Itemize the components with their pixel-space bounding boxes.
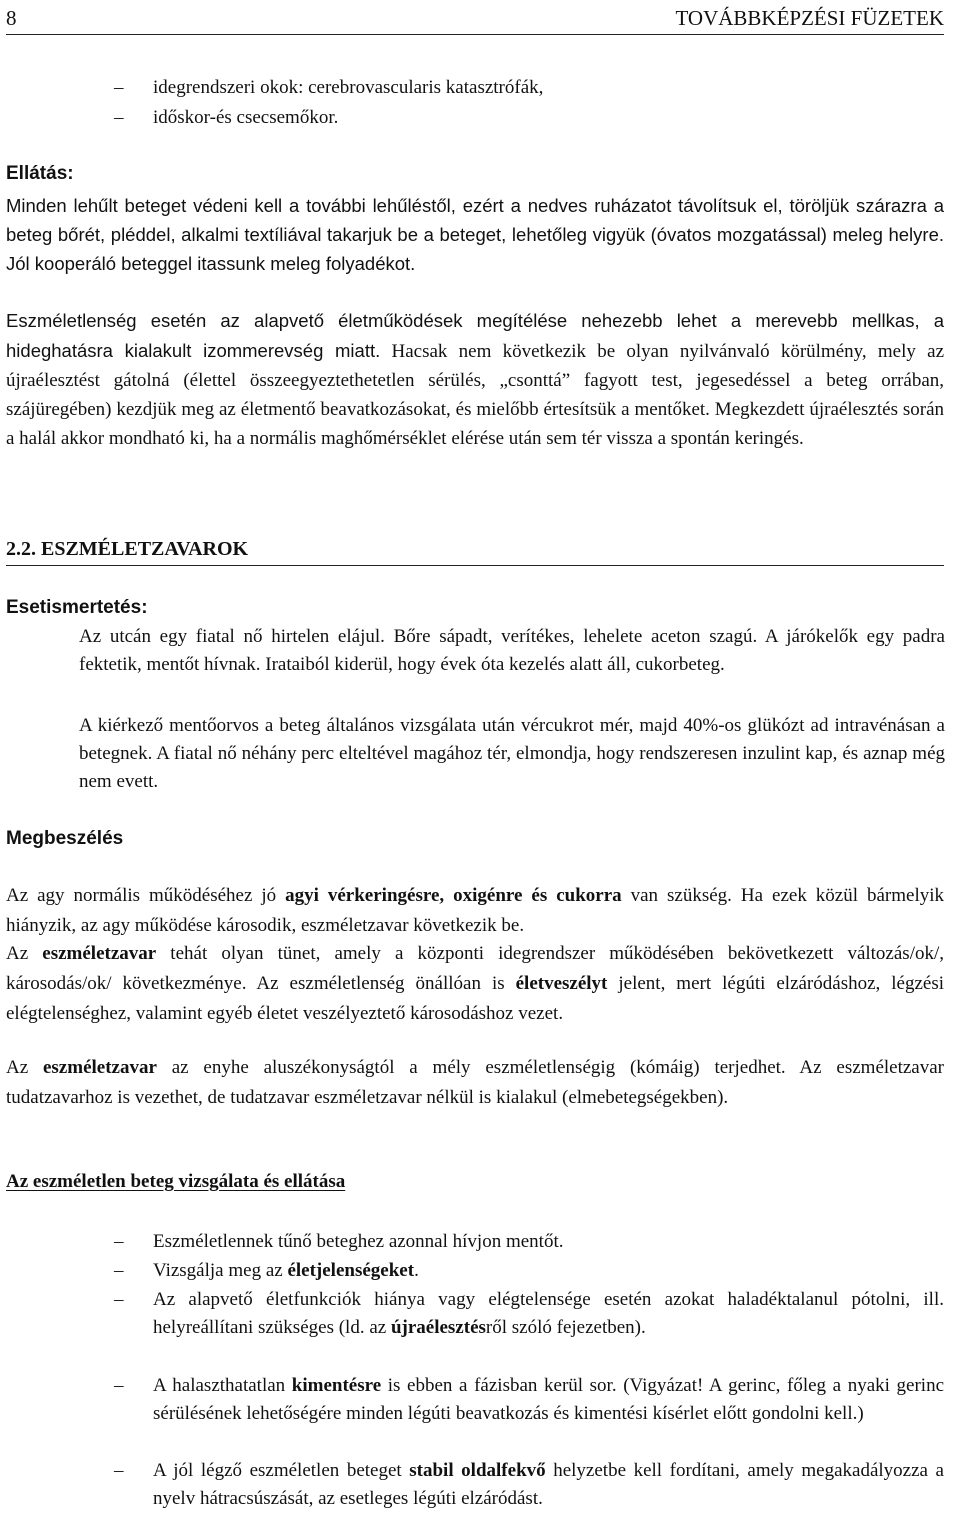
text-run: jelent, mert légúti elzáródáshoz, légzési elégtelenséghez, valamint egyéb életet veszélyeztető károsodáshoz vezet. — [6, 973, 944, 1024]
text-run: Az — [6, 1057, 43, 1078]
list-dash: – — [114, 107, 124, 128]
text-run: Vizsgálja meg az — [153, 1260, 288, 1281]
bold-term: stabil oldalfekvő — [409, 1460, 546, 1481]
running-title: TOVÁBBKÉPZÉSI FÜZETEK — [675, 6, 944, 30]
text-run — [444, 885, 453, 906]
case-heading: Esetismertetés: — [6, 597, 148, 618]
page-header — [6, 4, 944, 35]
bold-term: eszméletzavar — [42, 943, 157, 964]
list-item-text: időskor-és csecsemőkor. — [153, 107, 339, 128]
discussion-paragraph-2 — [6, 939, 944, 1029]
list-item — [6, 1372, 944, 1428]
bold-term: oxigénre — [453, 885, 523, 906]
list-dash: – — [114, 1460, 124, 1481]
text-run: Az agy normális működéséhez jó — [6, 885, 286, 906]
ellatas-heading: Ellátás: — [6, 163, 74, 184]
list-item — [6, 1228, 944, 1256]
bold-term: újraélesztés — [390, 1317, 486, 1338]
eszmeletlenseg-sans-part: Eszméletlenség esetén az alapvető életműködések megítélése nehezebb lehet a merevebb mellkas, a hideghatásra kialakult izommerevség miatt. — [6, 310, 944, 361]
list-item — [6, 1457, 944, 1513]
text-run: A halaszthatatlan — [153, 1375, 292, 1396]
list-dash: – — [114, 77, 124, 98]
text-run: az enyhe aluszékonyságtól a mély eszméletlenségig (kómáig) terjedhet. Az eszméletzavar tudatzavarhoz is vezethet, de tudatzavar eszméletzavar nélkül is kialakul (elmebetegségekben). — [6, 1057, 944, 1108]
bold-term: eszméletzavar — [42, 1057, 157, 1078]
list-dash: – — [114, 1289, 124, 1310]
list-item-text — [153, 1257, 944, 1285]
list-item-text — [153, 1457, 944, 1513]
discussion-heading: Megbeszélés — [6, 828, 124, 849]
text-run: van szükség. Ha ezek közül bármelyik hiányzik, az agy működése károsodik, eszméletzavar következik be. — [6, 885, 945, 936]
case-paragraph-1: Az utcán egy fiatal nő hirtelen elájul. Bőre sápadt, verítékes, lehelete aceton szagú. A járókelők egy padra fektetik, mentőt hívnak. Irataiból kiderül, hogy évek óta kezelés alatt áll, cukorbeteg. — [79, 626, 945, 675]
eszmeletlenseg-paragraph — [6, 306, 944, 453]
bold-term: cukorra — [556, 885, 622, 906]
list-item-text: idegrendszeri okok: cerebrovascularis katasztrófák, — [153, 77, 544, 98]
list-item-text — [153, 1372, 944, 1428]
text-run: . — [414, 1260, 419, 1281]
eszmeletlenseg-serif-part: Hacsak nem következik be olyan nyilvánvaló körülmény, mely az újraélesztést gátolná (élettel összeegyeztethetetlen sérülés, „csonttá” fagyott test, jegesedéssel a beteg orrában, szájüregében) kezdjük meg az életmentő beavatkozásokat, és mielőbb értesítsük a mentőket. Megkezdett újraélesztés során a halál akkor mondható ki, ha a normális maghőmérséklet elérése után sem tér vissza a spontán keringés. — [6, 341, 944, 449]
bold-term: agyi vérkeringésre, — [285, 885, 445, 906]
list-dash: – — [114, 1231, 124, 1252]
list-item — [6, 74, 944, 102]
discussion-paragraph-3 — [6, 1053, 944, 1113]
text-run: ről szóló fejezetben). — [485, 1317, 646, 1338]
discussion-paragraph-1 — [6, 881, 944, 941]
bold-term: kimentésre — [291, 1375, 382, 1396]
bold-term: életjelenségeket — [287, 1260, 415, 1281]
case-paragraph-2: A kiérkező mentőorvos a beteg általános vizsgálata után vércukrot mér, majd 40%-os glükózt ad intravénásan a betegnek. A fiatal nő néhány perc elteltével magához tér, elmondja, hogy rendszeresen inzulint kap, és aznap még nem evett. — [79, 715, 945, 792]
ellatas-text: Minden lehűlt beteget védeni kell a további lehűléstől, ezért a nedves ruházatot távolítsuk el, töröljük szárazra a beteg bőrét, pléddel, alkalmi textíliával takarjuk be a beteget, lehetőleg vigyük (óvatos mozgatással) meleg helyre. Jól kooperáló beteggel itassunk meleg folyadékot. — [6, 195, 944, 274]
list-item — [6, 1257, 944, 1285]
text-run: tehát olyan tünet, amely a központi idegrendszer működésében bekövetkezett változás/ok/, károsodás/ok/ következménye. Az eszméletlenség önállóan is — [6, 943, 944, 994]
list-item-text: Eszméletlennek tűnő beteghez azonnal hívjon mentőt. — [153, 1231, 564, 1252]
text-run: Az alapvető életfunkciók hiánya vagy elégtelensége esetén azokat haladéktalanul pótolni, ill. helyreállítani szükséges (ld. az — [153, 1289, 944, 1338]
page-number: 8 — [6, 6, 17, 30]
text-run: A jól légző eszméletlen beteget — [153, 1460, 410, 1481]
list-item-text — [153, 1286, 944, 1342]
list-item — [6, 1286, 944, 1342]
exam-heading-text: Az eszméletlen beteg vizsgálata és ellátása — [6, 1171, 346, 1192]
list-item — [6, 104, 944, 132]
text-run: is ebben a fázisban kerül sor. (Vigyázat! A gerinc, főleg a nyaki gerinc sérülésének lehetőségére minden légúti beavatkozás és kimentési kísérlet előtt gondolni kell.) — [153, 1375, 945, 1424]
list-dash: – — [114, 1375, 124, 1396]
list-dash: – — [114, 1260, 124, 1281]
section-heading: 2.2. ESZMÉLETZAVAROK — [6, 536, 944, 566]
text-run: helyzetbe kell fordítani, amely megakadályozza a nyelv hátracsúszását, az esetleges légúti elzáródást. — [153, 1460, 944, 1509]
bold-term: és — [522, 885, 557, 906]
bold-term: életveszélyt — [515, 973, 608, 994]
exam-heading — [6, 1168, 944, 1196]
text-run: Az — [6, 943, 43, 964]
